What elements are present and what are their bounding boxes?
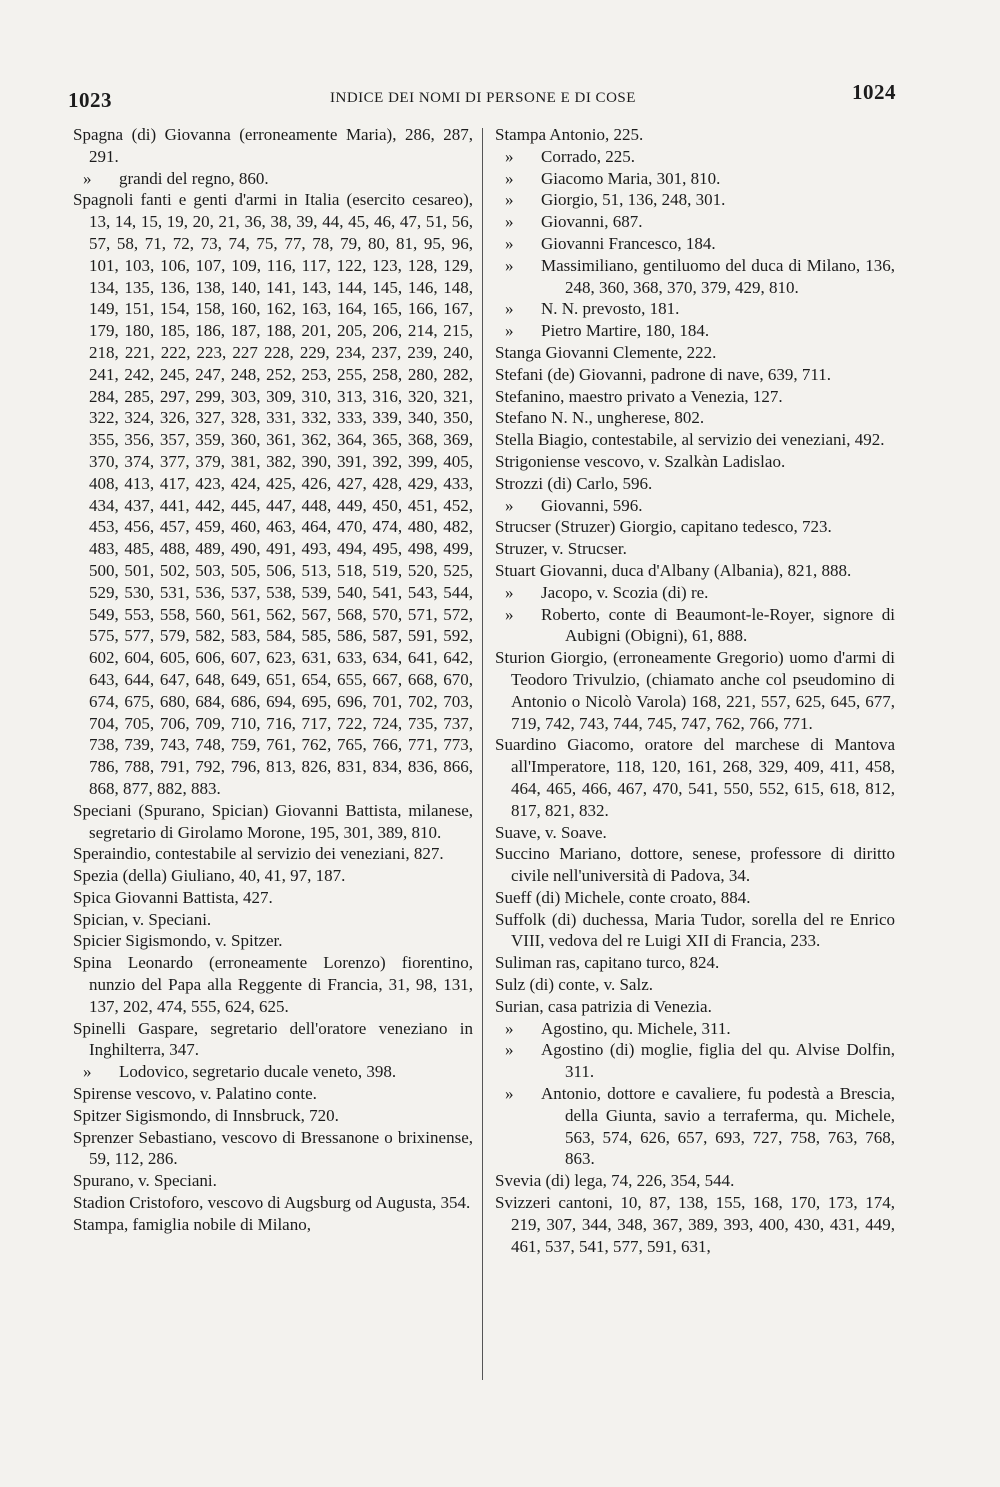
index-subentry <box>495 604 895 648</box>
index-entry: Spinelli Gaspare, segretario dell'oratore veneziano in Inghilterra, 347. <box>73 1018 473 1060</box>
index-entry: Strigoniense vescovo, v. Szalkàn Ladislao. <box>495 451 786 471</box>
subentry-text: Massimiliano, gentiluomo del duca di Milano, 136, 248, 360, 368, 370, 379, 429, 810. <box>541 255 895 297</box>
index-entry: Strozzi (di) Carlo, 596. <box>495 473 653 493</box>
ditto-mark: » <box>83 1062 92 1082</box>
index-entry: Stampa, famiglia nobile di Milano, <box>73 1214 311 1234</box>
page-number-left: 1023 <box>68 88 112 112</box>
index-entry: Suliman ras, capitano turco, 824. <box>495 953 720 973</box>
ditto-mark: » <box>505 190 514 210</box>
subentry-text: Corrado, 225. <box>541 146 635 166</box>
subentry-text: Lodovico, segretario ducale veneto, 398. <box>119 1062 397 1082</box>
ditto-mark: » <box>505 255 514 275</box>
subentry-text: Jacopo, v. Scozia (di) re. <box>541 582 709 602</box>
page-references: 10, 87, 138, 155, 168, 170, 173, 174, 219, 307, 344, 348, 367, 389, 393, 400, 430, 431, 449, 461, 537, 541, 577, 591, 631, <box>511 1193 895 1256</box>
column-divider <box>482 128 483 1380</box>
right-column <box>495 124 895 1257</box>
index-subentry <box>495 1083 895 1170</box>
index-subentry <box>495 211 895 233</box>
index-subentry <box>495 495 895 517</box>
ditto-mark: » <box>505 1084 514 1104</box>
ditto-mark: » <box>505 299 514 319</box>
index-entry: Sulz (di) conte, v. Salz. <box>495 975 653 995</box>
index-subentry <box>495 1018 895 1040</box>
index-entry: Suardino Giacomo, oratore del marchese di Mantova all'Imperatore, 118, 120, 161, 268, 329, 409, 411, 458, 464, 465, 466, 467, 470, 541, 550, 552, 615, 618, 812, 817, 821, 832. <box>495 735 895 820</box>
index-entry: Stadion Cristoforo, vescovo di Augsburg od Augusta, 354. <box>73 1193 471 1213</box>
subentry-text: Giovanni, 596. <box>541 495 643 515</box>
index-entry <box>73 189 473 799</box>
index-entry: Spezia (della) Giuliano, 40, 41, 97, 187. <box>73 866 346 886</box>
ditto-mark: » <box>505 1040 514 1060</box>
index-entry: Spirense vescovo, v. Palatino conte. <box>73 1084 317 1104</box>
index-entry: Stefanino, maestro privato a Venezia, 127. <box>495 386 783 406</box>
index-subentry <box>73 168 473 190</box>
index-entry: Speciani (Spurano, Spician) Giovanni Battista, milanese, segretario di Girolamo Morone, 195, 301, 389, 810. <box>73 800 473 842</box>
index-entry: Stuart Giovanni, duca d'Albany (Albania), 821, 888. <box>495 560 852 580</box>
ditto-mark: » <box>83 168 92 188</box>
subentry-text: Roberto, conte di Beaumont-le-Royer, signore di Aubigni (Obigni), 61, 888. <box>541 604 895 646</box>
index-entry: Suffolk (di) duchessa, Maria Tudor, sorella del re Enrico VIII, vedova del re Luigi XII di Francia, 233. <box>495 909 895 951</box>
index-entry: Strucser (Struzer) Giorgio, capitano tedesco, 723. <box>495 517 832 537</box>
subentry-text: Giacomo Maria, 301, 810. <box>541 168 721 188</box>
index-entry: Stella Biagio, contestabile, al servizio dei veneziani, 492. <box>495 430 885 450</box>
index-entry: Sturion Giorgio, (erroneamente Gregorio) uomo d'armi di Teodoro Trivulzio, (chiamato anche col pseudomino di Antonio o Nicolò Varola) 168, 221, 557, 625, 645, 677, 719, 742, 743, 744, 745, 747, 762, 766, 771. <box>495 648 895 733</box>
index-subentry <box>495 168 895 190</box>
index-entry: Spurano, v. Speciani. <box>73 1171 217 1191</box>
index-entry: Spagna (di) Giovanna (erroneamente Maria), 286, 287, 291. <box>73 125 473 166</box>
running-header <box>0 80 1000 120</box>
index-subentry <box>495 233 895 255</box>
index-entry: Succino Mariano, dottore, senese, professore di diritto civile nell'università di Padova, 34. <box>495 844 895 886</box>
index-subentry <box>495 320 895 342</box>
index-entry: Stampa Antonio, 225. <box>495 125 644 144</box>
ditto-mark: » <box>505 321 514 341</box>
subentry-text: grandi del regno, 860. <box>119 168 269 188</box>
index-subentry <box>73 1061 473 1083</box>
index-entry: Sueff (di) Michele, conte croato, 884. <box>495 887 751 907</box>
index-subentry <box>495 582 895 604</box>
index-entry: Svevia (di) lega, 74, 226, 354, 544. <box>495 1171 735 1191</box>
index-subentry <box>495 146 895 168</box>
index-entry: Stefano N. N., ungherese, 802. <box>495 408 705 428</box>
index-entry: Sprenzer Sebastiano, vescovo di Bressanone o brixinense, 59, 112, 286. <box>73 1127 473 1169</box>
index-entry <box>495 1192 895 1257</box>
index-entry: Spica Giovanni Battista, 427. <box>73 887 273 907</box>
subentry-text: Giovanni, 687. <box>541 212 643 232</box>
ditto-mark: » <box>505 168 514 188</box>
index-subentry <box>495 298 895 320</box>
index-entry: Speraindio, contestabile al servizio dei veneziani, 827. <box>73 844 444 864</box>
index-entry: Suave, v. Soave. <box>495 822 607 842</box>
index-subentry <box>495 255 895 299</box>
subentry-text: Agostino, qu. Michele, 311. <box>541 1018 731 1038</box>
index-entry: Stanga Giovanni Clemente, 222. <box>495 342 717 362</box>
index-entry: Struzer, v. Strucser. <box>495 539 627 559</box>
subentry-text: Antonio, dottore e cavaliere, fu podestà a Brescia, della Giunta, savio a terraferma, qu. Michele, 563, 574, 626, 657, 693, 727, 758, 763, 768, 863. <box>541 1084 895 1169</box>
subentry-text: Agostino (di) moglie, figlia del qu. Alvise Dolfin, 311. <box>541 1040 895 1082</box>
index-subentry <box>495 1039 895 1083</box>
index-subentry <box>495 189 895 211</box>
ditto-mark: » <box>505 1018 514 1038</box>
subentry-text: Pietro Martire, 180, 184. <box>541 321 710 341</box>
index-entry: Spicier Sigismondo, v. Spitzer. <box>73 931 283 951</box>
subentry-text: N. N. prevosto, 181. <box>541 299 680 319</box>
entry-heading: Spagnoli fanti e genti d'armi in Italia (esercito cesareo), <box>73 190 473 210</box>
ditto-mark: » <box>505 233 514 253</box>
running-title: INDICE DEI NOMI DI PERSONE E DI COSE <box>330 90 636 106</box>
subentry-text: Giovanni Francesco, 184. <box>541 233 716 253</box>
page-number-right: 1024 <box>852 80 896 104</box>
ditto-mark: » <box>505 582 514 602</box>
subentry-text: Giorgio, 51, 136, 248, 301. <box>541 190 726 210</box>
ditto-mark: » <box>505 146 514 166</box>
ditto-mark: » <box>505 212 514 232</box>
index-entry: Spitzer Sigismondo, di Innsbruck, 720. <box>73 1105 339 1125</box>
left-column <box>73 124 473 1236</box>
index-entry: Surian, casa patrizia di Venezia. <box>495 996 712 1016</box>
index-entry: Spician, v. Speciani. <box>73 909 212 929</box>
index-entry: Spina Leonardo (erroneamente Lorenzo) fiorentino, nunzio del Papa alla Reggente di Francia, 31, 98, 131, 137, 202, 474, 555, 624, 625. <box>73 953 473 1016</box>
ditto-mark: » <box>505 604 514 624</box>
ditto-mark: » <box>505 495 514 515</box>
page-references: 13, 14, 15, 19, 20, 21, 36, 38, 39, 44, 45, 46, 47, 51, 56, 57, 58, 71, 72, 73, 74, 75, 77, 78, 79, 80, 81, 95, 96, 101, 103, 106, 107, 109, 116, 117, 122, 123, 128, 129, 134, 135, 136, 138, 140, 141, 143, 144, 145, 146, 148, 149, 151, 154, 158, 160, 162, 163, 164, 165, 166, 167, 179, 180, 185, 186, 187, 188, 201, 205, 206, 214, 215, 218, 221, 222, 223, 227 228, 229, 234, 237, 239, 240, 241, 242, 245, 247, 248, 252, 253, 255, 258, 280, 282, 284, 285, 297, 299, 303, 309, 310, 313, 316, 320, 321, 322, 324, 326, 327, 328, 331, 332, 333, 339, 340, 350, 355, 356, 357, 359, 360, 361, 362, 364, 365, 368, 369, 370, 374, 377, 379, 381, 382, 390, 391, 392, 399, 405, 408, 413, 417, 423, 424, 425, 426, 427, 428, 429, 433, 434, 437, 441, 442, 445, 447, 448, 449, 450, 451, 452, 453, 456, 457, 459, 460, 463, 464, 470, 474, 480, 482, 483, 485, 488, 489, 490, 491, 493, 494, 495, 498, 499, 500, 501, 502, 503, 505, 506, 513, 518, 519, 520, 525, 529, 530, 531, 536, 537, 538, 539, 540, 541, 543, 544, 549, 553, 558, 560, 561, 562, 567, 568, 570, 571, 572, 575, 577, 579, 582, 583, 584, 585, 586, 587, 591, 592, 602, 604, 605, 606, 607, 623, 631, 633, 634, 641, 642, 643, 644, 647, 648, 649, 651, 654, 655, 667, 668, 670, 674, 675, 680, 684, 686, 694, 695, 696, 701, 702, 703, 704, 705, 706, 709, 710, 716, 717, 722, 724, 735, 737, 738, 739, 743, 748, 759, 761, 762, 765, 766, 771, 773, 786, 788, 791, 792, 796, 813, 826, 831, 834, 836, 866, 868, 877, 882, 883. <box>89 212 473 798</box>
entry-heading: Svizzeri cantoni, <box>495 1193 613 1213</box>
index-entry: Stefani (de) Giovanni, padrone di nave, 639, 711. <box>495 364 831 384</box>
